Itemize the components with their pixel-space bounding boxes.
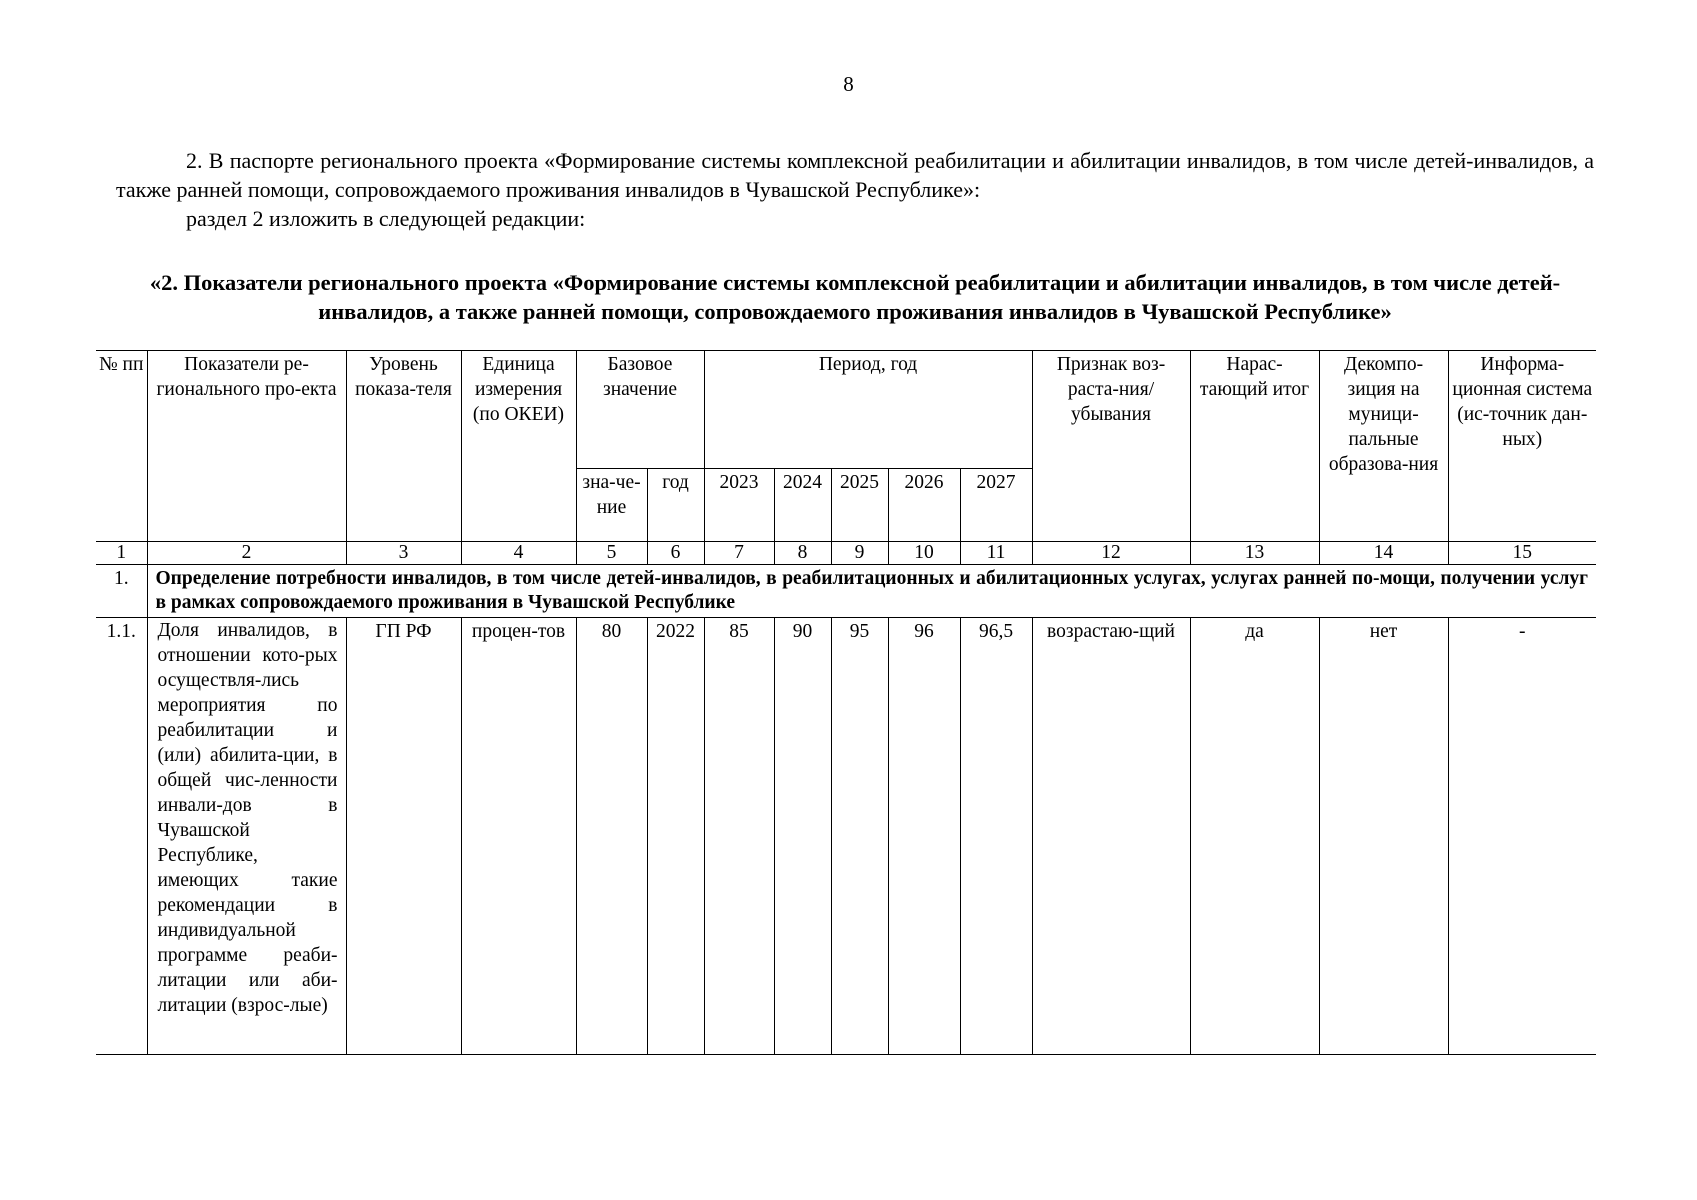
header-year-2026: 2026 [888, 469, 960, 542]
column-number: 7 [704, 542, 774, 565]
column-number: 14 [1319, 542, 1448, 565]
table-row [96, 618, 1596, 1055]
header-year-2024: 2024 [774, 469, 831, 542]
header-base-value-year: год [647, 469, 704, 542]
column-number: 6 [647, 542, 704, 565]
column-number: 13 [1190, 542, 1319, 565]
section-title: «2. Показатели регионального проекта «Формирование системы комплексной реабилитации и абилитации инвалидов, в том числе детей-инвалидов, а также ранней помощи, сопровождаемого проживания инвалидов в Чувашской Республике» [149, 270, 1561, 324]
header-trend: Признак воз-раста-ния/убывания [1032, 351, 1190, 542]
header-indicators: Показатели ре-гионального про-екта [147, 351, 346, 542]
section-num: 1. [96, 565, 147, 618]
header-row-1 [96, 351, 1596, 469]
column-number: 10 [888, 542, 960, 565]
value-2026: 96 [888, 618, 960, 1055]
header-info-system: Информа-ционная система (ис-точник дан-ных) [1448, 351, 1596, 542]
column-number: 4 [461, 542, 576, 565]
section-text: Определение потребности инвалидов, в том числе детей-инвалидов, в реабилитационных и абилитационных услугах, услугах ранней по-мощи, получении услуг в рамках сопровождаемого проживания в Чувашской Республике [147, 565, 1596, 618]
column-number: 9 [831, 542, 888, 565]
header-level: Уровень показа-теля [346, 351, 461, 542]
value-2024: 90 [774, 618, 831, 1055]
indicator-level: ГП РФ [346, 618, 461, 1055]
value-2027: 96,5 [960, 618, 1032, 1055]
header-year-2023: 2023 [704, 469, 774, 542]
column-number: 1 [96, 542, 147, 565]
header-base-value: Базовое значение [576, 351, 704, 469]
value-2023: 85 [704, 618, 774, 1055]
intro-text [116, 146, 1594, 233]
intro-paragraph-1: 2. В паспорте регионального проекта «Формирование системы комплексной реабилитации и абилитации инвалидов, в том числе детей-инвалидов, а также ранней помощи, сопровождаемого проживания инвалидов в Чувашской Республике»: [116, 148, 1594, 202]
header-year-2025: 2025 [831, 469, 888, 542]
header-unit: Единица измерения (по ОКЕИ) [461, 351, 576, 542]
page-number: 8 [843, 72, 854, 96]
base-value: 80 [576, 618, 647, 1055]
column-number: 5 [576, 542, 647, 565]
trend: возрастаю-щий [1032, 618, 1190, 1055]
header-decomposition: Декомпо-зиция на муници-пальные образова-ния [1319, 351, 1448, 542]
indicators-table [96, 350, 1596, 1055]
header-base-value-value: зна-че-ние [576, 469, 647, 542]
cumulative: да [1190, 618, 1319, 1055]
section-row [96, 565, 1596, 618]
column-number: 11 [960, 542, 1032, 565]
column-number: 15 [1448, 542, 1596, 565]
indicator-unit: процен-тов [461, 618, 576, 1055]
row-num: 1.1. [96, 618, 147, 1055]
header-num: № пп [96, 351, 147, 542]
column-number: 12 [1032, 542, 1190, 565]
value-2025: 95 [831, 618, 888, 1055]
column-number: 3 [346, 542, 461, 565]
column-number: 2 [147, 542, 346, 565]
header-year-2027: 2027 [960, 469, 1032, 542]
intro-paragraph-2: раздел 2 изложить в следующей редакции: [186, 206, 586, 231]
base-year: 2022 [647, 618, 704, 1055]
header-period: Период, год [704, 351, 1032, 469]
decomposition: нет [1319, 618, 1448, 1055]
column-numbers-row [96, 542, 1596, 565]
column-number: 8 [774, 542, 831, 565]
indicator-name: Доля инвалидов, в отношении кото-рых осуществля-лись мероприятия по реабилитации и (или) абилита-ции, в общей чис-ленности инвали-дов в Чувашской Республике, имеющих такие рекомендации в индивидуальной программе реаби-литации или аби-литации (взрос-лые) [147, 618, 346, 1055]
header-cumulative: Нарас-тающий итог [1190, 351, 1319, 542]
info-system: - [1448, 618, 1596, 1055]
